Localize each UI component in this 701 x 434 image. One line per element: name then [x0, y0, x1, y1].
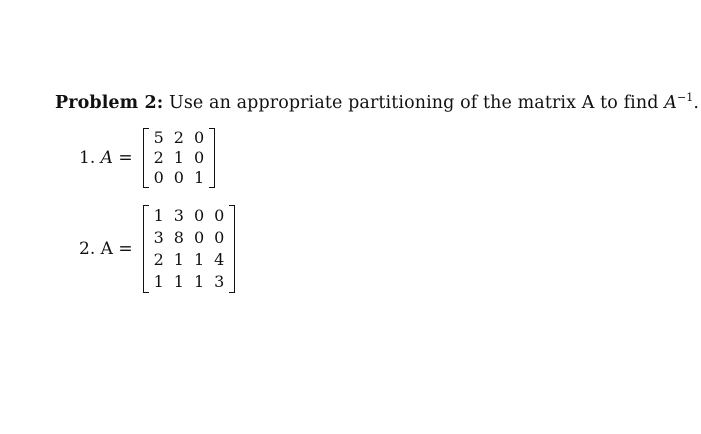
matrix-cell: 0 — [153, 168, 164, 187]
matrix-cell: 1 — [193, 272, 205, 291]
matrix-cell: 0 — [193, 206, 205, 225]
item-2 — [79, 205, 235, 293]
matrix-cell: 2 — [153, 250, 164, 269]
matrix-cell: 1 — [173, 148, 184, 167]
matrix-cell: 3 — [153, 228, 164, 247]
matrix-cell: 4 — [214, 250, 225, 269]
matrix-2 — [143, 205, 236, 293]
matrix-name: A = — [100, 148, 133, 168]
matrix-cell: 1 — [193, 250, 205, 269]
matrix-cell: 3 — [214, 272, 225, 291]
matrix-row — [149, 148, 210, 168]
matrix-row — [149, 168, 210, 188]
matrix-cell: 2 — [173, 128, 184, 147]
matrix-cell: 0 — [173, 168, 184, 187]
matrix-cell: 0 — [214, 228, 225, 247]
matrix-cell: 5 — [153, 128, 164, 147]
matrix-row — [149, 271, 230, 293]
matrix-1-grid — [149, 128, 210, 188]
matrix-name: A = — [100, 239, 133, 259]
matrix-row — [149, 128, 210, 148]
matrix-cell: 0 — [214, 206, 225, 225]
matrix-cell: 1 — [153, 206, 164, 225]
matrix-cell: 0 — [193, 228, 205, 247]
matrix-row — [149, 249, 230, 271]
item-number: 1. — [79, 148, 96, 168]
item-1 — [79, 128, 215, 188]
matrix-row — [149, 227, 230, 249]
problem-label: Problem 2: — [55, 93, 164, 113]
item-number: 2. — [79, 239, 96, 259]
matrix-cell: 1 — [153, 272, 164, 291]
matrix-cell: 8 — [173, 228, 184, 247]
item-2-lhs — [79, 239, 133, 259]
matrix-cell: 1 — [193, 168, 205, 187]
matrix-row — [149, 205, 230, 227]
matrix-cell: 3 — [173, 206, 184, 225]
target-base: A — [664, 93, 677, 113]
matrix-cell: 2 — [153, 148, 164, 167]
matrix-cell: 1 — [173, 250, 184, 269]
matrix-2-grid — [149, 205, 230, 293]
problem-text: Use an appropriate partitioning of the matrix A to find — [169, 93, 665, 113]
problem-end: . — [693, 93, 700, 113]
matrix-cell: 0 — [193, 148, 205, 167]
item-1-lhs — [79, 148, 133, 168]
matrix-cell: 1 — [173, 272, 184, 291]
matrix-1 — [143, 128, 216, 188]
problem-statement — [55, 93, 699, 113]
matrix-cell: 0 — [193, 128, 205, 147]
target-superscript: −1 — [676, 91, 694, 104]
